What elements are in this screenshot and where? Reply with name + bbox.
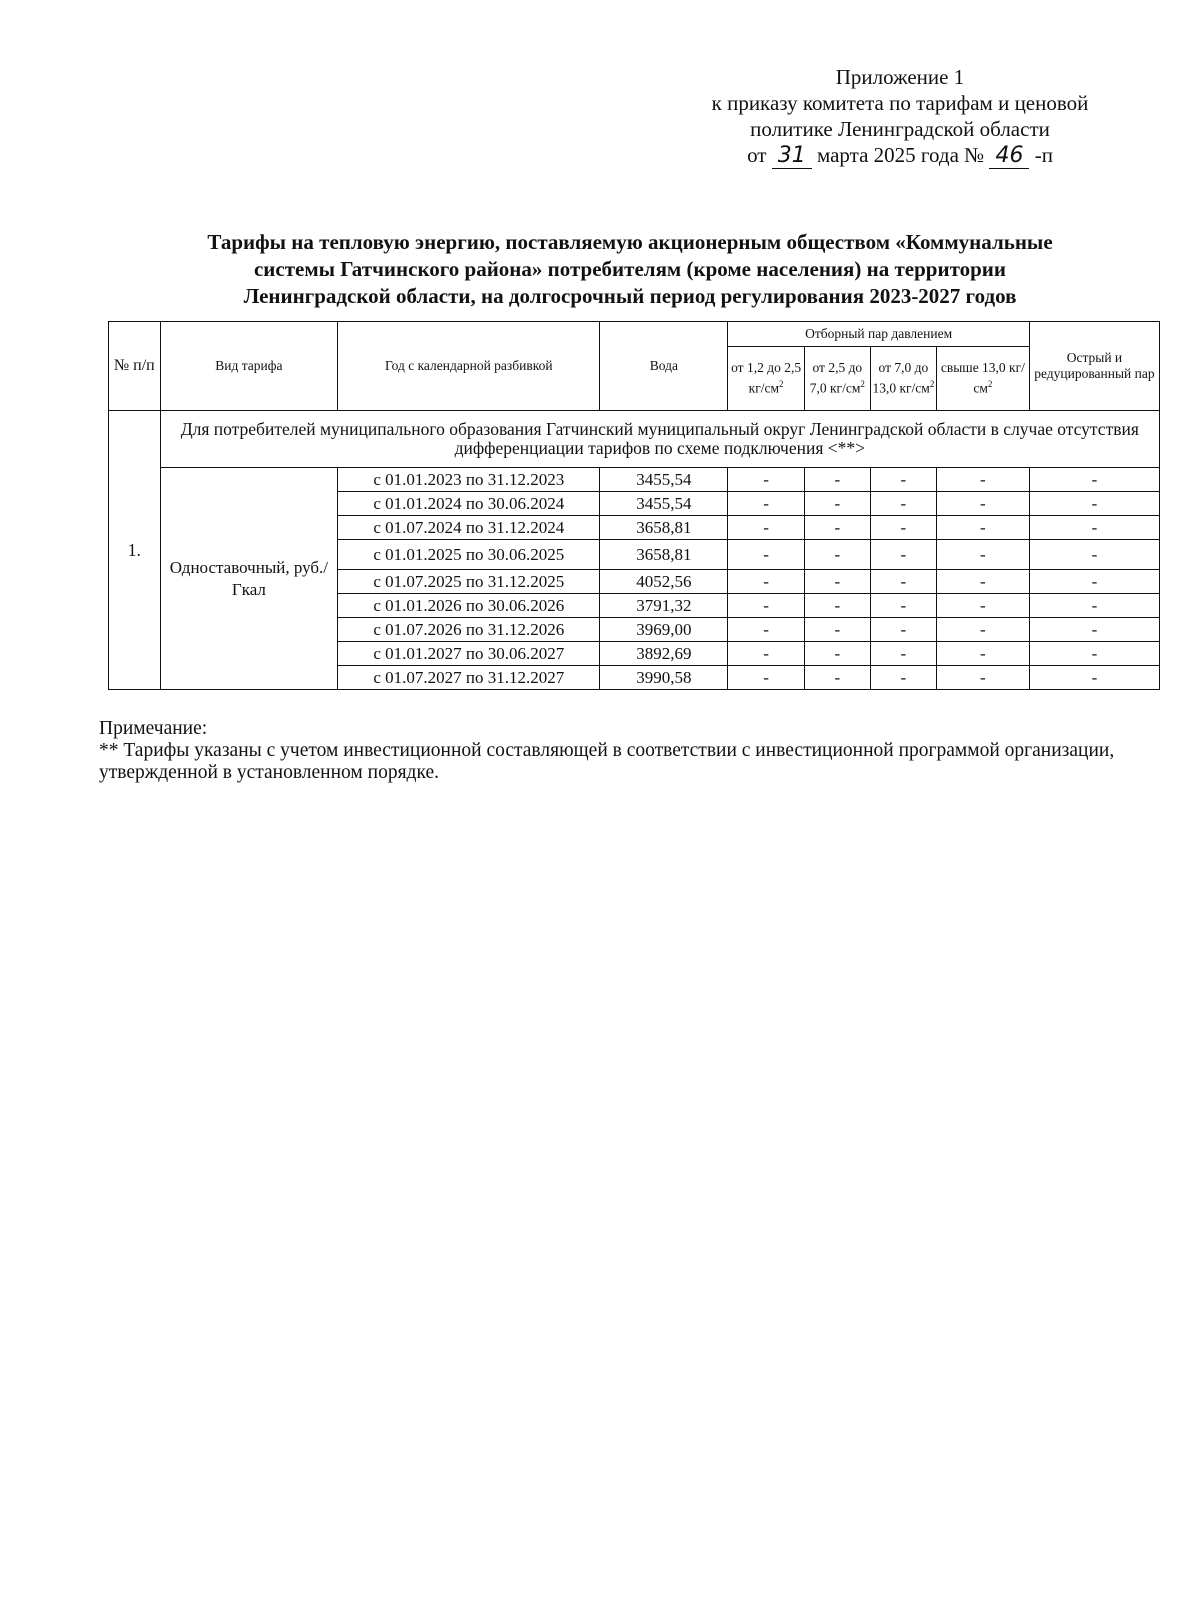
steam4-cell: -: [936, 516, 1029, 540]
period-cell: с 01.01.2024 по 30.06.2024: [338, 492, 600, 516]
sharp-steam-cell: -: [1029, 492, 1159, 516]
note-heading: Примечание:: [99, 718, 208, 739]
period-cell: с 01.01.2027 по 30.06.2027: [338, 642, 600, 666]
sharp-steam-cell: -: [1029, 594, 1159, 618]
header-num: № п/п: [109, 322, 161, 411]
header-steam-3: от 7,0 до 13,0 $кг/см^2$: [870, 347, 936, 411]
appendix-order-line: к приказу комитета по тарифам и ценовой: [711, 91, 1089, 115]
header-steam-2: от 2,5 до 7,0 $кг/см^2$: [804, 347, 870, 411]
header-tariff-type: Вид тарифа: [160, 322, 338, 411]
steam2-cell: -: [804, 666, 870, 690]
steam4-cell: -: [936, 468, 1029, 492]
steam1-cell: -: [728, 468, 804, 492]
water-cell: 3969,00: [600, 618, 728, 642]
group-number: 1.: [109, 411, 161, 690]
water-cell: 3658,81: [600, 516, 728, 540]
period-cell: с 01.07.2026 по 31.12.2026: [338, 618, 600, 642]
steam2-cell: -: [804, 618, 870, 642]
sharp-steam-cell: -: [1029, 642, 1159, 666]
note-block: [99, 718, 1159, 784]
water-cell: 4052,56: [600, 570, 728, 594]
header-steam-4: свыше 13,0 $кг/см^2$: [936, 347, 1029, 411]
steam1-cell: -: [728, 666, 804, 690]
water-cell: 3791,32: [600, 594, 728, 618]
steam3-cell: -: [870, 594, 936, 618]
table-row: [109, 468, 1160, 492]
header-water: Вода: [600, 322, 728, 411]
title-line-3: Ленинградской области, на долгосрочный период регулирования 2023-2027 годов: [243, 284, 1017, 308]
steam2-cell: -: [804, 570, 870, 594]
date-suffix: -п: [1034, 143, 1053, 167]
steam1-cell: -: [728, 492, 804, 516]
steam2-cell: -: [804, 594, 870, 618]
header-period: Год с календарной разбивкой: [338, 322, 600, 411]
table-header-row: [109, 322, 1160, 347]
appendix-title: Приложение 1: [835, 65, 965, 89]
header-sharp-steam: Острый и редуцированный пар: [1029, 322, 1159, 411]
steam3-cell: -: [870, 618, 936, 642]
header-steam-1: от 1,2 до 2,5 $кг/см^2$: [728, 347, 804, 411]
steam3-cell: -: [870, 516, 936, 540]
steam3-cell: -: [870, 492, 936, 516]
handwritten-day: 31: [772, 143, 812, 169]
period-cell: с 01.07.2025 по 31.12.2025: [338, 570, 600, 594]
period-cell: с 01.01.2025 по 30.06.2025: [338, 540, 600, 570]
appendix-date-line: [640, 142, 1160, 169]
steam3-cell: -: [870, 642, 936, 666]
steam4-cell: -: [936, 642, 1029, 666]
steam2-cell: -: [804, 468, 870, 492]
steam1-cell: -: [728, 540, 804, 570]
period-cell: с 01.07.2027 по 31.12.2027: [338, 666, 600, 690]
steam1-cell: -: [728, 594, 804, 618]
sharp-steam-cell: -: [1029, 618, 1159, 642]
group-description-row: [109, 411, 1160, 468]
title-line-2: системы Гатчинского района» потребителям (кроме населения) на территории: [253, 257, 1007, 281]
sharp-steam-cell: -: [1029, 666, 1159, 690]
water-cell: 3892,69: [600, 642, 728, 666]
header-steam-group: Отборный пар давлением: [728, 322, 1029, 347]
water-cell: 3455,54: [600, 492, 728, 516]
steam2-cell: -: [804, 516, 870, 540]
steam1-cell: -: [728, 516, 804, 540]
handwritten-order-number: 46: [989, 143, 1029, 169]
steam4-cell: -: [936, 618, 1029, 642]
period-cell: с 01.07.2024 по 31.12.2024: [338, 516, 600, 540]
appendix-committee-line: политике Ленинградской области: [750, 117, 1050, 141]
steam4-cell: -: [936, 570, 1029, 594]
steam2-cell: -: [804, 540, 870, 570]
date-middle: марта 2025 года №: [816, 143, 985, 167]
steam1-cell: -: [728, 570, 804, 594]
tariff-table: [108, 321, 1160, 690]
appendix-block: [640, 64, 1160, 169]
steam4-cell: -: [936, 666, 1029, 690]
steam3-cell: -: [870, 468, 936, 492]
period-cell: с 01.01.2026 по 30.06.2026: [338, 594, 600, 618]
steam4-cell: -: [936, 594, 1029, 618]
steam2-cell: -: [804, 492, 870, 516]
sharp-steam-cell: -: [1029, 540, 1159, 570]
document-title: [135, 229, 1125, 310]
steam3-cell: -: [870, 666, 936, 690]
sharp-steam-cell: -: [1029, 468, 1159, 492]
steam3-cell: -: [870, 540, 936, 570]
note-text: ** Тарифы указаны с учетом инвестиционной составляющей в соответствии с инвестиционной программой организации, утвержденной в установленном порядке.: [99, 740, 1115, 783]
sharp-steam-cell: -: [1029, 570, 1159, 594]
steam4-cell: -: [936, 492, 1029, 516]
period-cell: с 01.01.2023 по 31.12.2023: [338, 468, 600, 492]
steam3-cell: -: [870, 570, 936, 594]
steam2-cell: -: [804, 642, 870, 666]
steam1-cell: -: [728, 618, 804, 642]
title-line-1: Тарифы на тепловую энергию, поставляемую акционерным обществом «Коммунальные: [207, 230, 1053, 254]
tariff-type-cell: Одноставочный, руб./Гкал: [160, 468, 338, 690]
steam4-cell: -: [936, 540, 1029, 570]
group-description: Для потребителей муниципального образования Гатчинский муниципальный округ Ленинградской области в случае отсутствия дифференциации тарифов по схеме подключения <**>: [160, 411, 1159, 468]
sharp-steam-cell: -: [1029, 516, 1159, 540]
water-cell: 3990,58: [600, 666, 728, 690]
water-cell: 3455,54: [600, 468, 728, 492]
water-cell: 3658,81: [600, 540, 728, 570]
date-prefix: от: [747, 143, 767, 167]
steam1-cell: -: [728, 642, 804, 666]
